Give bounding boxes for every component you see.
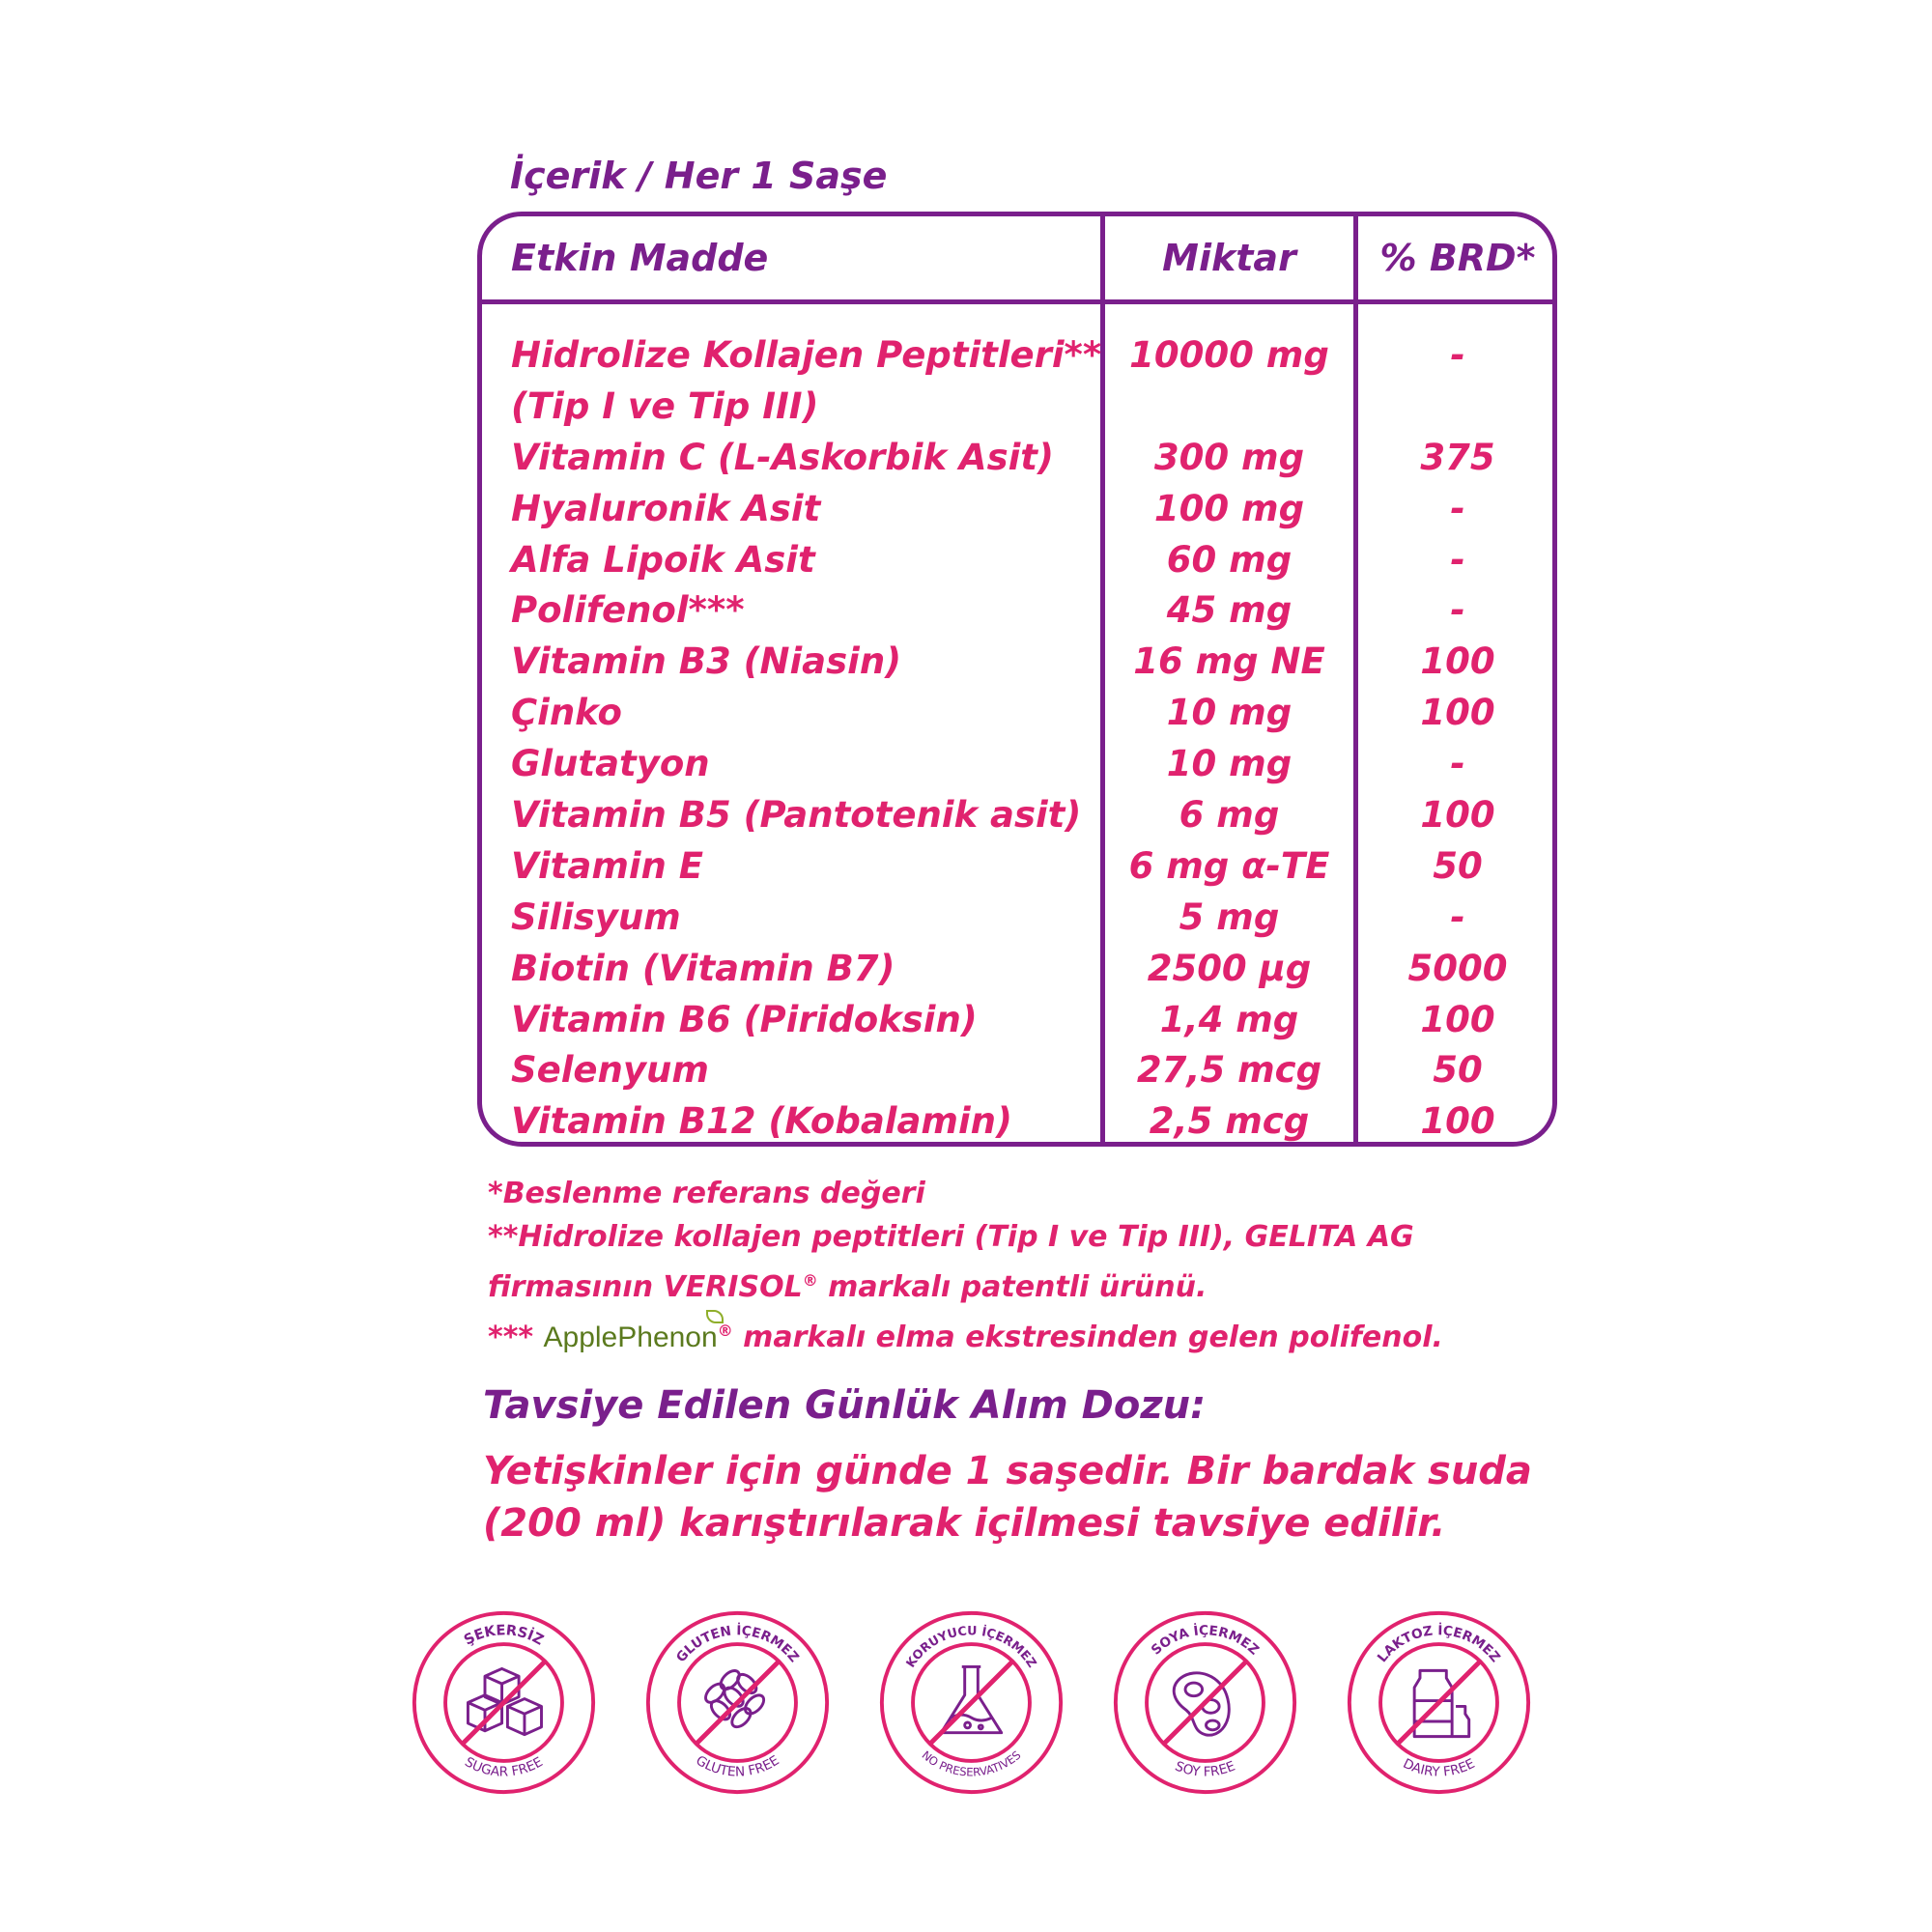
ingredient-amount: 10 mg [1166, 743, 1293, 785]
ingredient-name: Hidrolize Kollajen Peptitleri** [511, 334, 1102, 376]
ingredient-rdv: 100 [1420, 692, 1495, 734]
ingredient-amount: 10 mg [1166, 692, 1293, 734]
footnote-polyphenol-text: markalı elma ekstresinden gelen polifenol. [732, 1321, 1443, 1354]
registered-mark: ® [802, 1271, 818, 1290]
ingredient-rdv: 100 [1420, 640, 1495, 683]
dose-line-1: Yetişkinler için günde 1 saşedir. Bir bardak suda [483, 1449, 1532, 1493]
badge-top-label: SOYA İÇERMEZ [1148, 1623, 1263, 1659]
footnotes [488, 1172, 1443, 1359]
ingredient-amount: 300 mg [1153, 436, 1305, 478]
badge-soy-free-graphic [1111, 1608, 1299, 1797]
registered-mark: ® [717, 1321, 733, 1340]
ingredient-name: Polifenol*** [511, 589, 745, 632]
ingredient-rdv: - [1450, 487, 1465, 529]
svg-text:SUGAR FREE [462, 1754, 545, 1779]
footnote-rdv: *Beslenme referans değeri [488, 1177, 925, 1210]
table-row [482, 382, 1552, 433]
svg-text:NO PRESERVATIVES [920, 1748, 1024, 1779]
svg-text:SOYA İÇERMEZ [1149, 1623, 1262, 1659]
ingredient-name: Vitamin B12 (Kobalamin) [511, 1100, 1012, 1143]
ingredient-rdv: 375 [1420, 436, 1495, 478]
ingredient-amount: 5 mg [1179, 895, 1280, 938]
header-active-ingredient: Etkin Madde [511, 237, 769, 279]
badge-bottom-label: DAIRY FREE [1400, 1755, 1478, 1780]
badge-bottom-label: NO PRESERVATIVES [919, 1747, 1024, 1779]
ingredient-amount: 100 mg [1153, 487, 1305, 529]
wheat-icon [702, 1667, 767, 1733]
badge-soy-free [1111, 1608, 1299, 1797]
section-title: İçerik / Her 1 Saşe [510, 155, 888, 197]
ingredient-name: Glutatyon [511, 743, 710, 785]
ingredient-rdv: - [1450, 895, 1465, 938]
ingredient-name: Vitamin B5 (Pantotenik asit) [511, 794, 1082, 837]
badge-sugar-free [410, 1608, 598, 1797]
ingredient-amount: 27,5 mcg [1136, 1049, 1322, 1092]
table-row [482, 1045, 1552, 1096]
badge-bottom-label: SUGAR FREE [462, 1754, 546, 1780]
footnote-verisol [488, 1259, 1443, 1309]
ingredient-name: Biotin (Vitamin B7) [511, 947, 895, 989]
svg-text:KORUYUCU İÇERMEZ [903, 1623, 1040, 1670]
ingredient-rdv: 100 [1420, 998, 1495, 1040]
ingredient-rdv: 50 [1433, 844, 1483, 887]
table-row [482, 585, 1552, 637]
badge-top-label: ŞEKERSİZ [461, 1622, 547, 1649]
footnote-verisol-text-end: markalı patentli ürünü. [817, 1270, 1208, 1304]
dose-title: Tavsiye Edilen Günlük Alım Dozu: [483, 1383, 1207, 1428]
ingredient-rdv: - [1450, 538, 1465, 581]
badge-gluten-free [643, 1608, 832, 1797]
ingredient-rdv: 50 [1433, 1049, 1483, 1092]
ingredient-name: Çinko [511, 692, 622, 734]
ingredient-rdv: - [1450, 589, 1465, 632]
table-row [482, 637, 1552, 688]
table-row [482, 893, 1552, 944]
header-divider [482, 299, 1552, 304]
ingredient-rdv: - [1450, 743, 1465, 785]
ingredient-amount: 60 mg [1166, 538, 1293, 581]
footnote-polyphenol [488, 1309, 1443, 1359]
dose-line-2: (200 ml) karıştırılarak içilmesi tavsiye edilir. [483, 1501, 1446, 1546]
ingredient-name: Hyaluronik Asit [511, 487, 821, 529]
dose-instructions [483, 1445, 1546, 1549]
badge-dairy-free-graphic [1345, 1608, 1533, 1797]
ingredient-name: Vitamin B3 (Niasin) [511, 640, 902, 683]
badge-sugar-free-graphic [410, 1608, 598, 1797]
ingredient-rdv: 100 [1420, 1100, 1495, 1143]
table-row [482, 944, 1552, 995]
ingredient-amount: 16 mg NE [1133, 640, 1325, 683]
footnote-collagen: **Hidrolize kollajen peptitleri (Tip I ve Tip III), GELITA AG [488, 1220, 1414, 1254]
badge-top-label: KORUYUCU İÇERMEZ [902, 1623, 1040, 1670]
header-amount: Miktar [1162, 237, 1296, 279]
table-row [482, 688, 1552, 739]
ingredient-amount: 6 mg α-TE [1128, 844, 1330, 887]
table-row [482, 1096, 1552, 1148]
badge-dairy-free [1345, 1608, 1533, 1797]
table-body [482, 330, 1552, 1148]
ingredient-amount: 6 mg [1179, 794, 1280, 837]
badge-top-label: LAKTOZ İÇERMEZ [1374, 1623, 1503, 1666]
ingredient-rdv: - [1450, 334, 1465, 376]
svg-text:GLUTEN FREE [693, 1752, 781, 1779]
footnote-stars: *** [488, 1321, 544, 1354]
ingredient-name: Vitamin B6 (Piridoksin) [511, 998, 978, 1040]
badge-bottom-label: GLUTEN FREE [693, 1752, 782, 1780]
ingredient-name: Vitamin E [511, 844, 704, 887]
table-row [482, 484, 1552, 535]
ingredient-amount: 2,5 mcg [1149, 1100, 1310, 1143]
badge-bottom-label: SOY FREE [1172, 1758, 1238, 1780]
ingredient-name: Vitamin C (L-Askorbik Asit) [511, 436, 1054, 478]
header-rdv: % BRD* [1379, 237, 1536, 279]
table-row [482, 995, 1552, 1046]
ingredient-amount: 10000 mg [1129, 334, 1329, 376]
footnote-verisol-text: firmasının VERISOL [488, 1270, 803, 1304]
ingredient-name: Selenyum [511, 1049, 709, 1092]
ingredient-amount: 2500 μg [1147, 947, 1312, 989]
ingredient-name: (Tip I ve Tip III) [511, 384, 819, 427]
badge-top-label: GLUTEN İÇERMEZ [673, 1623, 802, 1666]
ingredient-name: Alfa Lipoik Asit [511, 538, 815, 581]
badge-gluten-free-graphic [643, 1608, 832, 1797]
table-row [482, 535, 1552, 586]
ingredient-name: Silisyum [511, 895, 681, 938]
badge-no-preservatives [877, 1608, 1065, 1797]
ingredient-amount: 45 mg [1166, 589, 1293, 632]
nutrition-table [477, 212, 1557, 1147]
table-row [482, 739, 1552, 790]
applephenon-logo: ApplePhenon [544, 1321, 718, 1353]
ingredient-amount: 1,4 mg [1159, 998, 1299, 1040]
table-row [482, 433, 1552, 484]
table-row [482, 841, 1552, 893]
table-row [482, 790, 1552, 841]
table-row [482, 330, 1552, 382]
ingredient-rdv: 5000 [1407, 947, 1508, 989]
ingredient-rdv: 100 [1420, 794, 1495, 837]
badge-no-preservatives-graphic [877, 1608, 1065, 1797]
